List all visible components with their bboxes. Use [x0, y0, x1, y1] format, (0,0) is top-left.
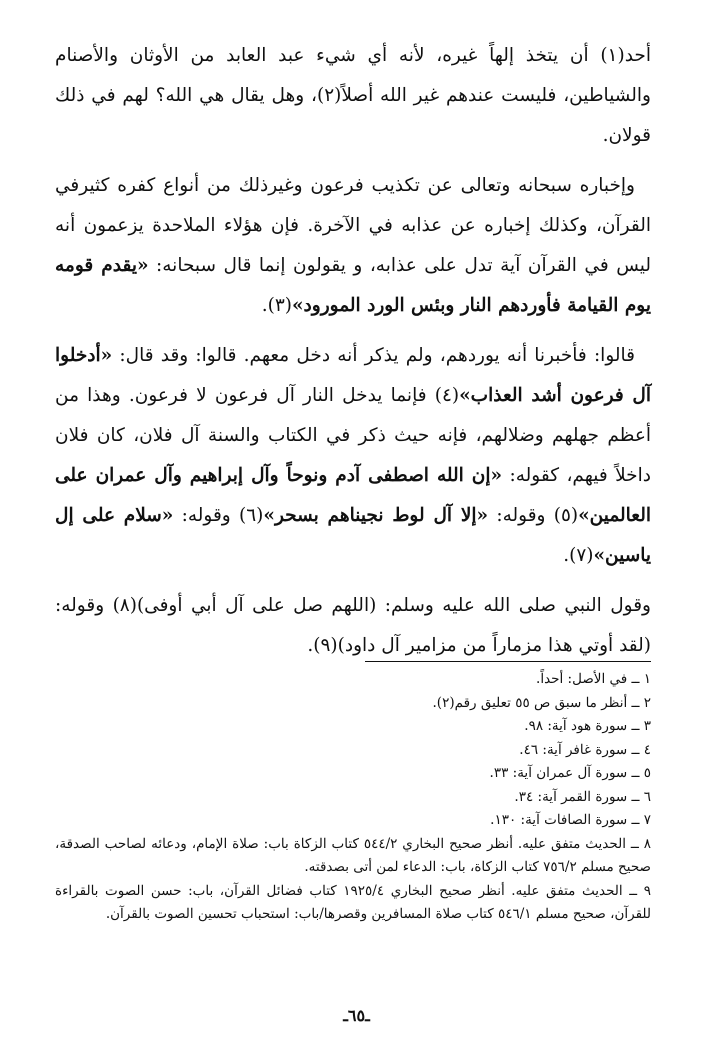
page-number: ـ٦٥ـ	[343, 1006, 370, 1025]
quran-quote: «سلام على إل ياسين»	[55, 505, 651, 566]
quran-quote: «إن الله اصطفى آدم ونوحاً وآل إبراهيم وآل عمران على العالمين»	[55, 465, 652, 526]
footnote: ٤ ــ سورة غافر آية: ٤٦.	[519, 741, 651, 758]
text-run: قالوا: فأخبرنا أنه يوردهم، ولم يذكر أنه دخل معهم. قالوا: وقد قال:	[112, 345, 635, 366]
paragraph	[55, 166, 651, 326]
footnote: ١ ــ في الأصل: أحداً.	[536, 671, 651, 687]
paragraph	[55, 36, 651, 156]
footnotes-list	[55, 668, 651, 927]
quran-quote: «يقدم قومه يوم القيامة فأوردهم النار وبئس الورد المورود»	[55, 255, 651, 316]
footnote: ٥ ــ سورة آل عمران آية: ٣٣.	[489, 765, 651, 781]
text-run: (٤) فإنما يدخل النار آل فرعون لا فرعون. وهذا من أعظم جهلهم وضلالهم، فإنه حيث ذكر في الكتاب والسنة آل فلان، كان فلان داخلاً فيهم، كقوله:	[55, 385, 651, 486]
paragraph	[55, 586, 651, 666]
text-run: (٧).	[563, 545, 594, 566]
footnote: ٣ ــ سورة هود آية: ٩٨.	[524, 718, 651, 734]
text-run: وإخباره سبحانه وتعالى عن تكذيب فرعون وغيرذلك من أنواع كفره كثيرفي القرآن، وكذلك إخباره عن عذابه في الآخرة. فإن هؤلاء الملاحدة يزعمون أنه ليس في القرآن آية تدل على عذابه، و يقولون إنما قال سبحانه:	[55, 175, 651, 276]
text-run: أحد(١) أن يتخذ إلهاً غيره، لأنه أي شيء عبد العابد من الأوثان والأصنام والشياطين، فليست عندهم غير الله أصلاً(٢)، وهل يقال هي الله؟ لهم في ذلك قولان.	[55, 45, 651, 146]
footnote-divider	[365, 661, 651, 662]
quran-quote: «أدخلوا آل فرعون أشد العذاب»	[55, 345, 651, 406]
footnote: ٩ ــ الحديث متفق عليه. أنظر صحيح البخاري ١٩٢٥/٤ كتاب فضائل القرآن، باب: حسن الصوت بالقراءة للقرآن، صحيح مسلم ٥٤٦/١ كتاب صلاة المسافرين وقصرها/باب: استحباب تحسين الصوت بالقرآن.	[55, 882, 651, 922]
footnote: ٦ ــ سورة القمر آية: ٣٤.	[514, 788, 651, 805]
text-run: (٦) وقوله:	[173, 505, 264, 526]
main-text	[55, 36, 651, 666]
text-run: (٥) وقوله:	[488, 505, 579, 526]
paragraph	[55, 336, 651, 576]
footnote: ٨ ــ الحديث متفق عليه. أنظر صحيح البخاري ٥٤٤/٢ كتاب الزكاة باب: صلاة الإمام، ودعائه لصاحب الصدقة، صحيح مسلم ٧٥٦/٢ كتاب الزكاة، باب: الدعاء لمن أتى بصدقته.	[55, 835, 651, 875]
text-run: (٣).	[261, 295, 292, 316]
text-run: وقول النبي صلى الله عليه وسلم: (اللهم صل على آل أبي أوفى)(٨) وقوله: (لقد أوتي هذا مزماراً من مزامير آل داود)(٩).	[55, 595, 651, 656]
footnote: ٧ ــ سورة الصافات آية: ١٣٠.	[490, 812, 651, 828]
quran-quote: «إلا آل لوط نجيناهم بسحر»	[263, 505, 489, 526]
footnote: ٢ ــ أنظر ما سبق ص ٥٥ تعليق رقم(٢).	[432, 694, 651, 711]
